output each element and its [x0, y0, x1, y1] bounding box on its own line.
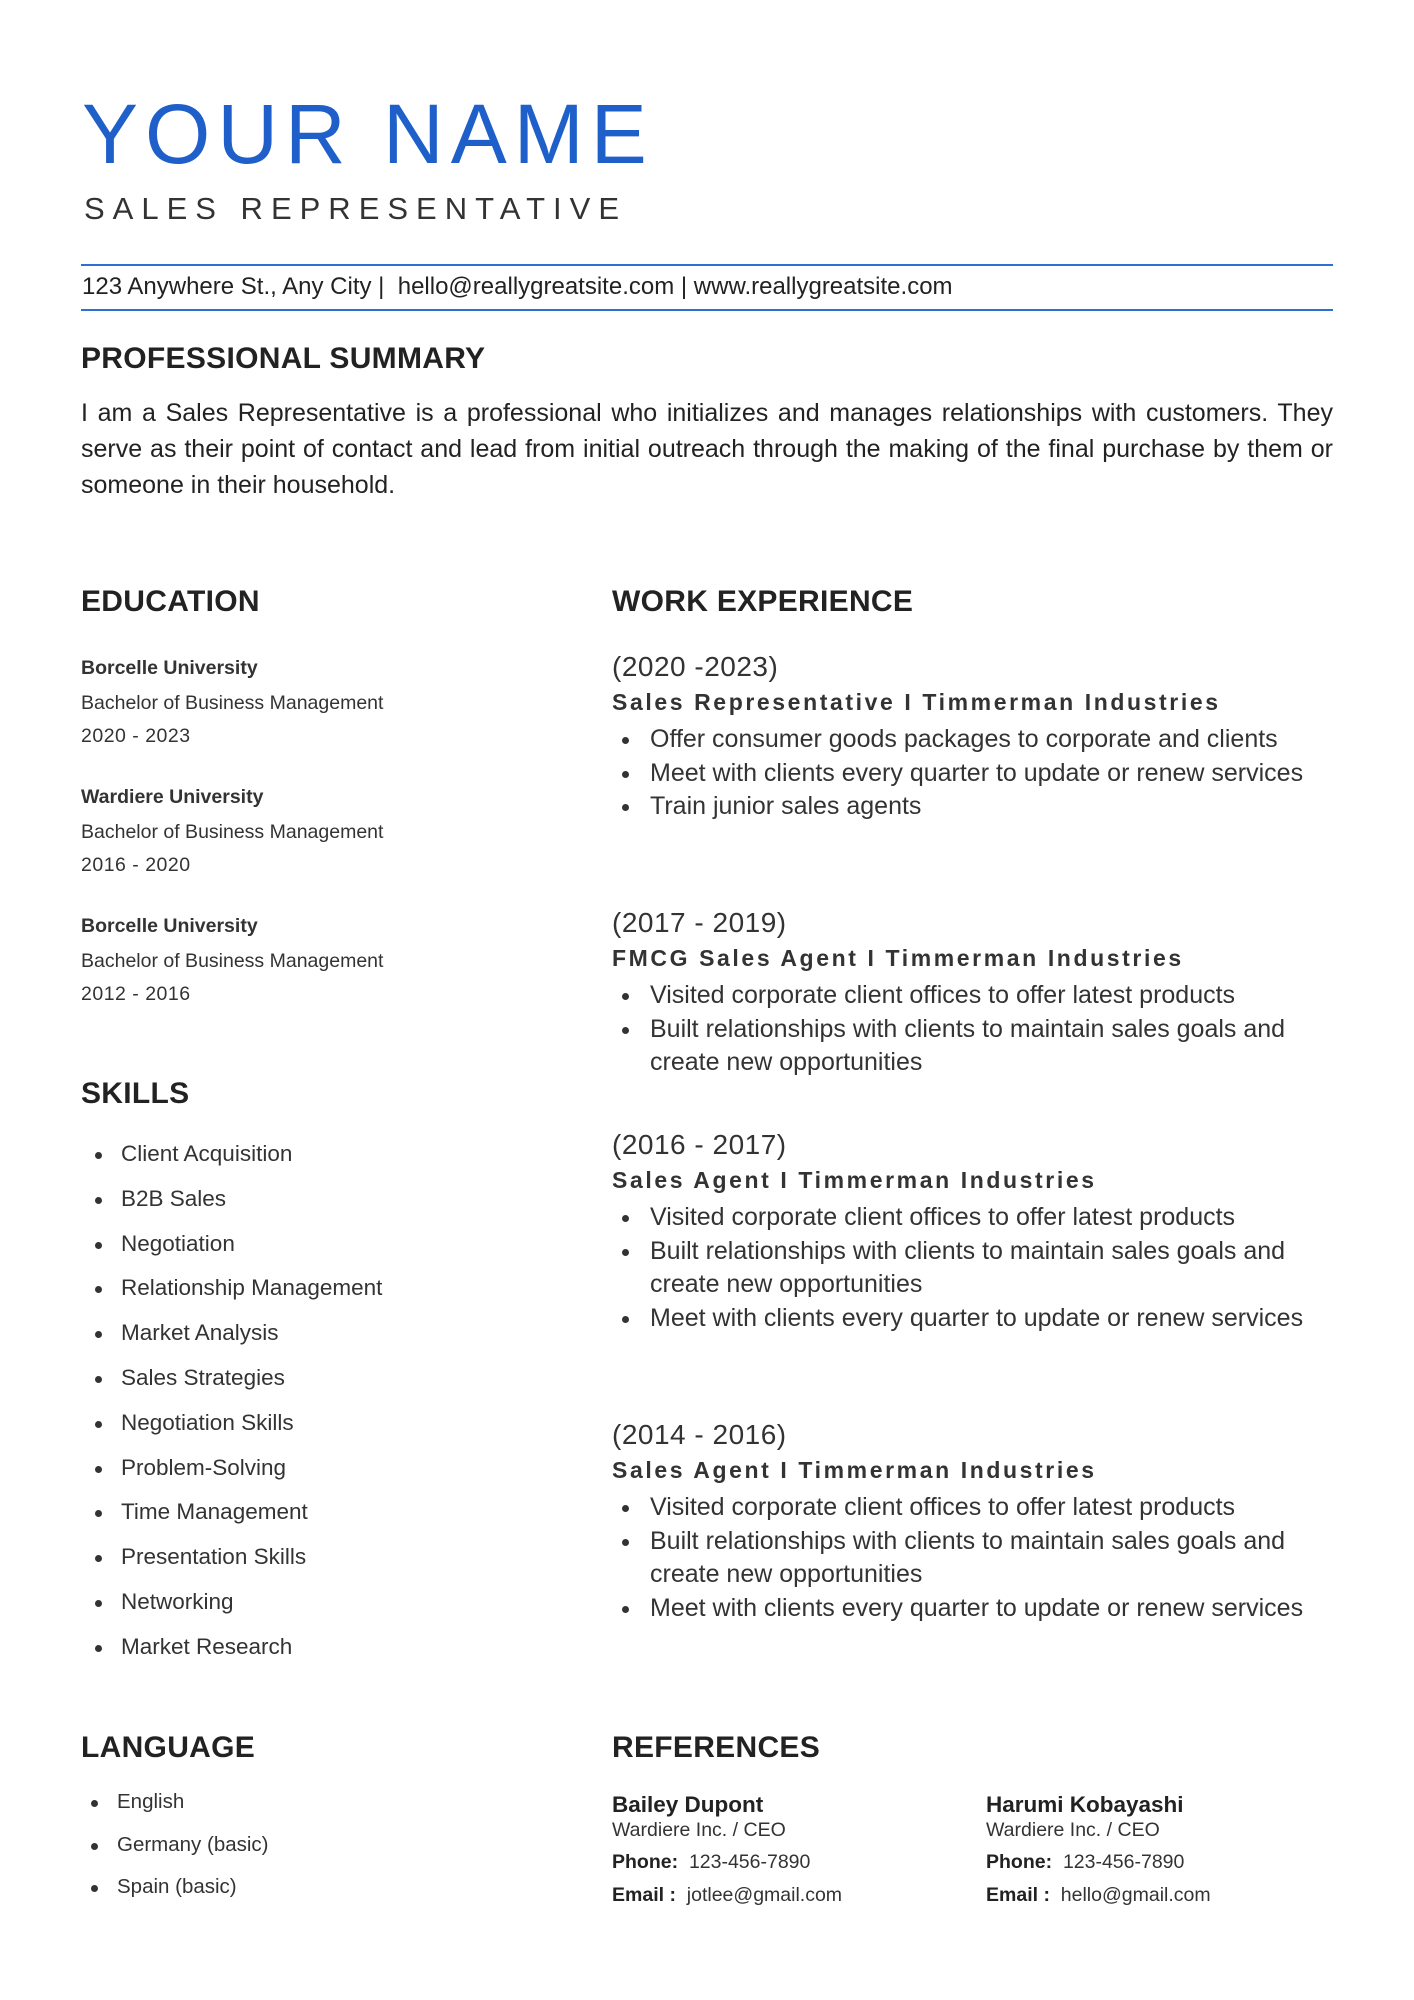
reference-org: Wardiere Inc. / CEO	[612, 1819, 786, 1841]
reference-email-row	[612, 1884, 932, 1906]
skills-heading: SKILLS	[81, 1077, 190, 1110]
education-item	[81, 915, 541, 1005]
reference-phone-label: Phone:	[986, 1851, 1053, 1873]
job-title: Sales Representative I Timmerman Industries	[612, 689, 1221, 715]
reference-name: Bailey Dupont	[612, 1792, 764, 1817]
job-title: FMCG Sales Agent I Timmerman Industries	[612, 945, 1184, 971]
reference-card	[986, 1792, 1306, 1906]
summary-heading: PROFESSIONAL SUMMARY	[81, 342, 486, 375]
skill-item: Problem-Solving	[81, 1456, 541, 1501]
education-school: Borcelle University	[81, 657, 258, 679]
work-heading: WORK EXPERIENCE	[612, 585, 914, 618]
candidate-name: YOUR NAME	[82, 87, 654, 181]
skill-item: Negotiation Skills	[81, 1411, 541, 1456]
candidate-title: SALES REPRESENTATIVE	[84, 191, 628, 226]
education-years: 2012 - 2016	[81, 983, 191, 1005]
header-divider-top	[81, 264, 1333, 266]
reference-phone-label: Phone:	[612, 1851, 679, 1873]
reference-email-label: Email :	[986, 1884, 1050, 1906]
skill-item: Sales Strategies	[81, 1366, 541, 1411]
job-duty: Built relationships with clients to maintain sales goals and create new opportunities	[612, 1013, 1342, 1080]
job-years: (2016 - 2017)	[612, 1129, 787, 1160]
job-duty: Built relationships with clients to maintain sales goals and create new opportunities	[612, 1235, 1342, 1302]
job-duty: Train junior sales agents	[612, 790, 1342, 824]
language-heading: LANGUAGE	[81, 1731, 256, 1764]
job-duty: Built relationships with clients to maintain sales goals and create new opportunities	[612, 1525, 1342, 1592]
reference-phone: 123-456-7890	[1062, 1851, 1185, 1873]
education-heading: EDUCATION	[81, 585, 260, 618]
skills-list	[81, 1142, 541, 1680]
language-item: Germany (basic)	[81, 1833, 541, 1876]
skill-item: B2B Sales	[81, 1187, 541, 1232]
job-duty: Visited corporate client offices to offer latest products	[612, 979, 1342, 1013]
job-duty: Visited corporate client offices to offer latest products	[612, 1201, 1342, 1235]
job-entry	[612, 907, 1342, 1080]
skill-item: Client Acquisition	[81, 1142, 541, 1187]
reference-phone-row	[612, 1851, 932, 1873]
skill-item: Relationship Management	[81, 1276, 541, 1321]
job-entry	[612, 1129, 1342, 1335]
job-years: (2020 -2023)	[612, 651, 779, 682]
skill-item: Time Management	[81, 1500, 541, 1545]
job-duty: Meet with clients every quarter to update or renew services	[612, 1302, 1342, 1336]
reference-org: Wardiere Inc. / CEO	[986, 1819, 1160, 1841]
skill-item: Networking	[81, 1590, 541, 1635]
job-duty: Offer consumer goods packages to corporate and clients	[612, 723, 1342, 757]
skill-item: Presentation Skills	[81, 1545, 541, 1590]
job-duties	[612, 1491, 1342, 1625]
reference-phone: 123-456-7890	[688, 1851, 811, 1873]
reference-phone-row	[986, 1851, 1306, 1873]
job-duties	[612, 1201, 1342, 1335]
references-heading: REFERENCES	[612, 1731, 821, 1764]
summary-text: I am a Sales Representative is a professional who initializes and manages relationships with customers. They serve as their point of contact and lead from initial outreach through the making of the final purchase by them or someone in their household.	[81, 399, 1333, 499]
education-school: Wardiere University	[81, 786, 264, 808]
reference-email: jotlee@gmail.com	[686, 1884, 843, 1906]
job-years: (2017 - 2019)	[612, 907, 787, 938]
job-duty: Meet with clients every quarter to update or renew services	[612, 1592, 1342, 1626]
language-item: Spain (basic)	[81, 1875, 541, 1918]
job-entry	[612, 651, 1342, 824]
education-years: 2020 - 2023	[81, 725, 191, 747]
job-title: Sales Agent I Timmerman Industries	[612, 1167, 1097, 1193]
skill-item: Negotiation	[81, 1232, 541, 1277]
education-years: 2016 - 2020	[81, 854, 191, 876]
language-item: English	[81, 1790, 541, 1833]
job-entry	[612, 1419, 1342, 1625]
education-item	[81, 657, 541, 747]
job-title: Sales Agent I Timmerman Industries	[612, 1457, 1097, 1483]
language-list	[81, 1790, 541, 1918]
education-degree: Bachelor of Business Management	[81, 692, 384, 714]
education-degree: Bachelor of Business Management	[81, 950, 384, 972]
education-degree: Bachelor of Business Management	[81, 821, 384, 843]
job-years: (2014 - 2016)	[612, 1419, 787, 1450]
reference-email: hello@gmail.com	[1060, 1884, 1211, 1906]
reference-name: Harumi Kobayashi	[986, 1792, 1184, 1817]
education-item	[81, 786, 541, 876]
reference-email-label: Email :	[612, 1884, 676, 1906]
job-duty: Visited corporate client offices to offer latest products	[612, 1491, 1342, 1525]
job-duties	[612, 979, 1342, 1080]
job-duties	[612, 723, 1342, 824]
reference-card	[612, 1792, 932, 1906]
reference-email-row	[986, 1884, 1306, 1906]
contact-line: 123 Anywhere St., Any City | hello@reallygreatsite.com | www.reallygreatsite.com	[82, 273, 953, 300]
header-divider-bottom	[81, 309, 1333, 311]
skill-item: Market Analysis	[81, 1321, 541, 1366]
skill-item: Market Research	[81, 1635, 541, 1680]
education-school: Borcelle University	[81, 915, 258, 937]
job-duty: Meet with clients every quarter to update or renew services	[612, 757, 1342, 791]
